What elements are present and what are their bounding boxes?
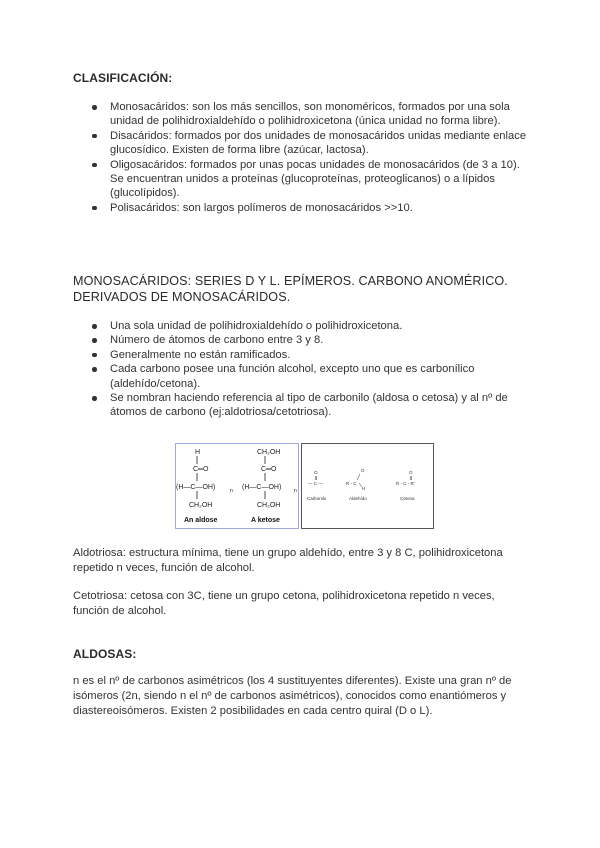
svg-text:R - C - R': R - C - R'	[396, 481, 415, 486]
clasificacion-list	[73, 100, 533, 215]
svg-text:O: O	[361, 468, 365, 473]
list-item: Polisacáridos: son largos polímeros de monosacáridos >>10.	[73, 201, 533, 215]
list-item: Se nombran haciendo referencia al tipo de carbonilo (aldosa o cetosa) y al nº de átomos de carbono (ej:aldotriosa/cetotriosa).	[73, 391, 533, 420]
aldosas-paragraph: n es el nº de carbonos asimétricos (los 4 sustituyentes diferentes). Existe una gran nº de isómeros (2n, siendo n el nº de carbonos asimétricos), conocidos como enantiómeros y diastereoisómeros. Existen 2 posibilidades en cada centro quiral (D o L).	[73, 675, 512, 718]
aldose-carbonyl: C═O	[193, 466, 209, 473]
aldehido-label: Aldehído	[349, 496, 367, 501]
monosacaridos-list	[73, 319, 533, 420]
list-item: Monosacáridos: son los más sencillos, son monoméricos, formados por una sola unidad de polihidroxialdehído o polihidroxicetona (única unidad no forma libre).	[73, 100, 533, 129]
svg-text:O: O	[314, 470, 318, 475]
list-item: Una sola unidad de polihidroxialdehído o polihidroxicetona.	[73, 319, 533, 333]
ketose-chain-subscript: n	[294, 488, 297, 494]
section-heading-monosacaridos: MONOSACÁRIDOS: SERIES D Y L. EPÍMEROS. CARBONO ANOMÉRICO. DERIVADOS DE MONOSACÁRIDOS.	[73, 274, 508, 304]
aldose-bottom: CH₂OH	[189, 502, 213, 509]
section-heading-aldosas: ALDOSAS:	[73, 647, 137, 661]
aldehido-structure	[346, 468, 365, 491]
section-heading-clasificacion: CLASIFICACIÓN:	[73, 71, 173, 85]
aldose-chain: (H—C—OH)	[176, 484, 216, 491]
list-item: Disacáridos: formados por dos unidades de monosacáridos unidas mediante enlace glucosídico. Existen de forma libre (azúcar, lactosa).	[73, 129, 533, 158]
carbonilo-structure	[308, 470, 323, 486]
ketose-chain: (H—C—OH)	[242, 484, 282, 491]
aldose-ketose-figure	[175, 443, 299, 529]
list-item: Generalmente no están ramificados.	[73, 348, 533, 362]
ketose-top-atom: CH₂OH	[257, 449, 281, 456]
cetona-label: Cetona	[400, 496, 415, 501]
ketose-bottom: CH₂OH	[257, 502, 281, 509]
carbonilo-label: Carbonilo	[307, 496, 327, 501]
aldose-chain-subscript: n	[230, 488, 233, 494]
svg-text:H: H	[362, 486, 366, 491]
svg-text:R - C: R - C	[346, 481, 357, 486]
aldotriosa-paragraph: Aldotriosa: estructura mínima, tiene un grupo aldehído, entre 3 y 8 C, polihidroxicetona repetido n veces, función de alcohol.	[73, 547, 503, 575]
list-item: Cada carbono posee una función alcohol, excepto uno que es carbonílico (aldehído/cetona).	[73, 362, 533, 391]
svg-text:O: O	[409, 470, 413, 475]
cetotriosa-paragraph: Cetotriosa: cetosa con 3C, tiene un grupo cetona, polihidroxicetona repetido n veces, función de alcohol.	[73, 590, 495, 618]
list-item: Oligosacáridos: formados por unas pocas unidades de monosacáridos (de 3 a 10). Se encuentran unidos a proteínas (glucoproteínas, proteoglicanos) o a lípidos (glucolípidos).	[73, 158, 533, 201]
carbonyl-groups-figure	[301, 443, 434, 529]
ketose-caption: A ketose	[251, 517, 280, 524]
svg-text:— C —: — C —	[308, 481, 323, 486]
cetona-structure	[396, 470, 415, 486]
aldose-caption: An aldose	[184, 517, 218, 524]
aldose-top-atom: H	[195, 449, 201, 456]
list-item: Número de átomos de carbono entre 3 y 8.	[73, 333, 533, 347]
ketose-carbonyl: C═O	[261, 466, 277, 473]
